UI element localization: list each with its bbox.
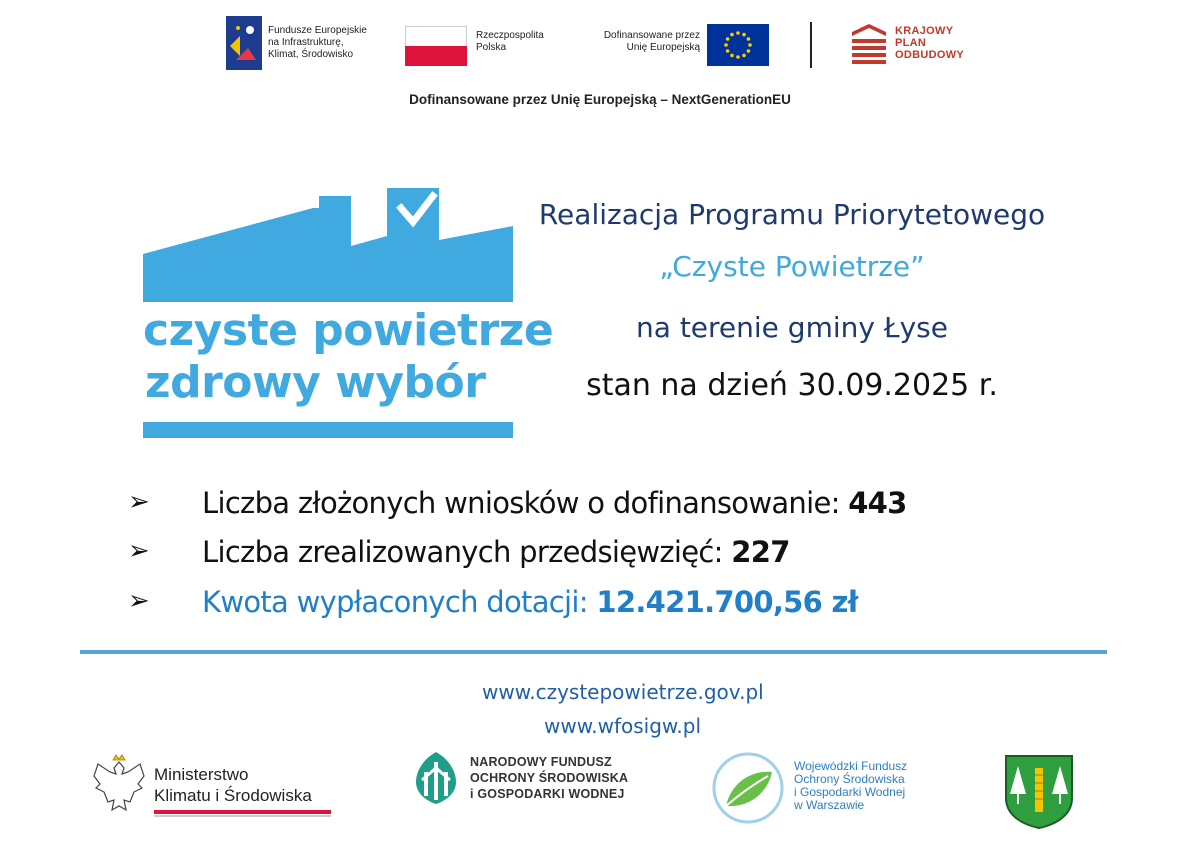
stat-text	[202, 486, 907, 520]
stat-label: Liczba złożonych wniosków o dofinansowanie:	[202, 486, 849, 520]
stat-label: Liczba zrealizowanych przedsięwzięć:	[202, 535, 732, 569]
kpo-text: KRAJOWY PLAN ODBUDOWY	[895, 25, 965, 61]
title-line-1: Realizacja Programu Priorytetowego	[538, 198, 1046, 231]
white-eagle-icon	[90, 754, 148, 818]
poland-text: Rzeczpospolita Polska	[476, 30, 544, 53]
arrow-bullet-icon: ➢	[128, 486, 150, 516]
funds-eu-logo	[226, 16, 386, 70]
funds-eu-icon	[226, 16, 262, 70]
lyse-coat-of-arms	[1004, 754, 1074, 830]
funds-eu-text: Fundusze Europejskie na Infrastrukturę, Klimat, Środowisko	[268, 25, 367, 60]
stat-text	[202, 585, 858, 619]
arrow-bullet-icon: ➢	[128, 535, 150, 565]
title-line-2: „Czyste Powietrze”	[659, 250, 925, 283]
eu-text: Dofinansowane przez Unię Europejską	[603, 30, 700, 53]
eu-flag-icon	[707, 24, 769, 66]
ngeu-line: Dofinansowane przez Unię Europejską – NextGenerationEU	[409, 92, 791, 107]
stat-value: 12.421.700,56 zł	[596, 585, 858, 619]
stat-text	[202, 535, 790, 569]
section-divider	[80, 650, 1107, 654]
stat-value: 227	[731, 535, 790, 569]
title-line-4: stan na dzień 30.09.2025 r.	[586, 368, 998, 403]
ministry-underline-grey	[154, 815, 331, 817]
poland-flag-icon	[405, 26, 467, 66]
ministry-underline	[154, 810, 331, 814]
title-line-3: na terenie gminy Łyse	[636, 311, 948, 344]
coat-of-arms-icon	[1004, 754, 1074, 830]
poland-flag-logo	[405, 26, 565, 66]
kpo-icon	[850, 22, 888, 66]
logo-line-2: zdrowy wybór	[145, 357, 486, 408]
stat-item-projects	[128, 535, 1028, 575]
czyste-powietrze-logo	[143, 188, 554, 440]
stat-item-grants	[128, 585, 1028, 625]
url-czystepowietrze[interactable]: www.czystepowietrze.gov.pl	[482, 680, 764, 704]
logo-line-1: czyste powietrze	[143, 305, 554, 356]
ministry-logo	[90, 754, 340, 824]
stat-value: 443	[848, 486, 907, 520]
logo-underline	[143, 422, 513, 438]
arrow-bullet-icon: ➢	[128, 585, 150, 615]
stat-label: Kwota wypłaconych dotacji:	[202, 585, 597, 619]
wfos-leaf-icon	[710, 750, 786, 826]
ministry-text: Ministerstwo Klimatu i Środowiska	[154, 765, 312, 805]
url-wfosigw[interactable]: www.wfosigw.pl	[544, 714, 702, 738]
kpo-logo	[850, 22, 980, 68]
house-roof-icon	[143, 188, 513, 304]
nfos-logo	[412, 750, 652, 812]
header-divider	[810, 22, 812, 68]
wfos-logo	[710, 750, 940, 826]
nfos-text: NARODOWY FUNDUSZ OCHRONY ŚRODOWISKA i GOSPODARKI WODNEJ	[470, 755, 629, 801]
wfos-text: Wojewódzki Fundusz Ochrony Środowiska i Gospodarki Wodnej w Warszawie	[794, 759, 908, 812]
stat-item-applications	[128, 486, 1028, 526]
eu-logo	[580, 24, 770, 66]
nfos-icon	[412, 750, 460, 806]
